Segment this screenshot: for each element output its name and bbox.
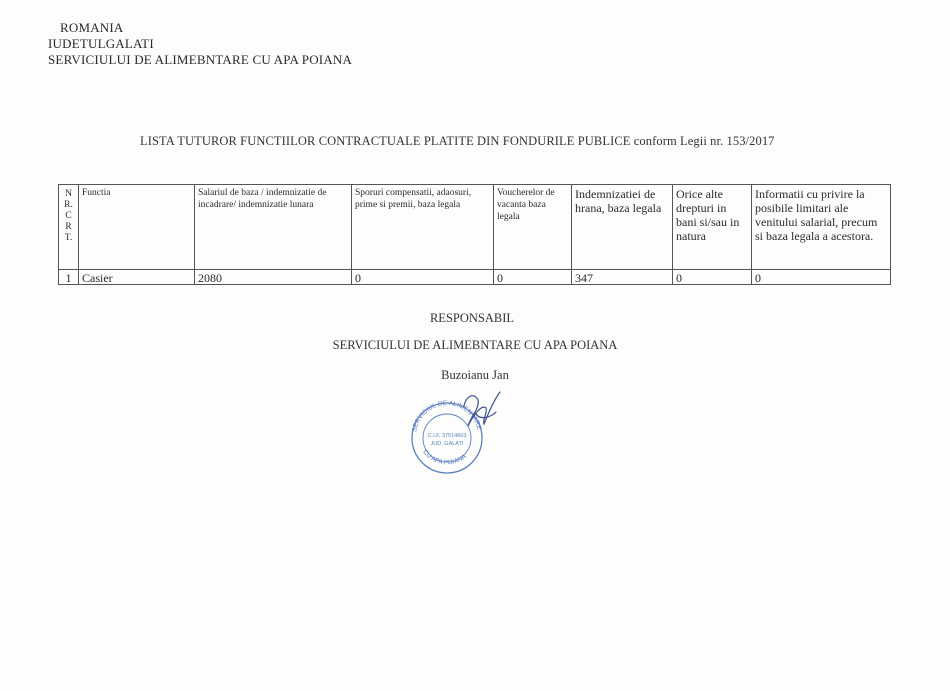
col-header-indemnizatie-hrana: Indemnizatiei de hrana, baza legala xyxy=(572,185,673,270)
cell-vouchere: 0 xyxy=(494,270,572,285)
cell-sporuri: 0 xyxy=(352,270,494,285)
stamp-bottom-text: CU APA POIANA xyxy=(421,448,468,467)
col-header-functia: Functia xyxy=(79,185,195,270)
table-header-row xyxy=(59,185,891,270)
signature-role: RESPONSABIL xyxy=(429,311,515,325)
stamp-center-text2: JUD. GALATI xyxy=(430,441,464,447)
cell-alte-drepturi: 0 xyxy=(673,270,752,285)
institution-header xyxy=(48,20,352,68)
header-service: SERVICIULUI DE ALIMEBNTARE CU APA POIANA xyxy=(48,52,353,67)
signature-name: Buzoianu Jan xyxy=(441,368,509,382)
handwritten-signature xyxy=(464,392,500,426)
official-stamp xyxy=(404,384,514,476)
col-header-nr-crt: N R. C R T. xyxy=(59,185,79,270)
salary-table xyxy=(58,184,891,285)
col-header-vouchere: Voucherelor de vacanta baza legala xyxy=(494,185,572,270)
cell-nr: 1 xyxy=(59,270,79,285)
col-header-salariul: Salariul de baza / indemnizatie de incadrare/ indemnizatie lunara xyxy=(195,185,352,270)
header-county: IUDETULGALATI xyxy=(48,36,154,51)
cell-indemnizatie-hrana: 347 xyxy=(572,270,673,285)
table-row xyxy=(59,270,891,285)
signature-institution: SERVICIULUI DE ALIMEBNTARE CU APA POIANA xyxy=(332,338,618,352)
col-header-alte-drepturi: Orice alte drepturi in bani si/sau in natura xyxy=(673,185,752,270)
col-header-sporuri: Sporuri compensatii, adaosuri, prime si premii, baza legala xyxy=(352,185,494,270)
document-title: LISTA TUTUROR FUNCTIILOR CONTRACTUALE PLATITE DIN FONDURILE PUBLICE conform Legii nr. 153/2017 xyxy=(140,134,775,148)
col-header-informatii: Informatii cu privire la posibile limitari ale venitului salarial, precum si baza legala a acestora. xyxy=(752,185,891,270)
cell-informatii: 0 xyxy=(752,270,891,285)
stamp-top-text: SERVICIUL DE ALIMENTARE xyxy=(411,399,483,433)
cell-salariul: 2080 xyxy=(195,270,352,285)
header-country: ROMANIA xyxy=(60,20,124,35)
cell-functia: Casier xyxy=(79,270,195,285)
stamp-center-text: C.I.F. 37514603 xyxy=(427,433,467,439)
